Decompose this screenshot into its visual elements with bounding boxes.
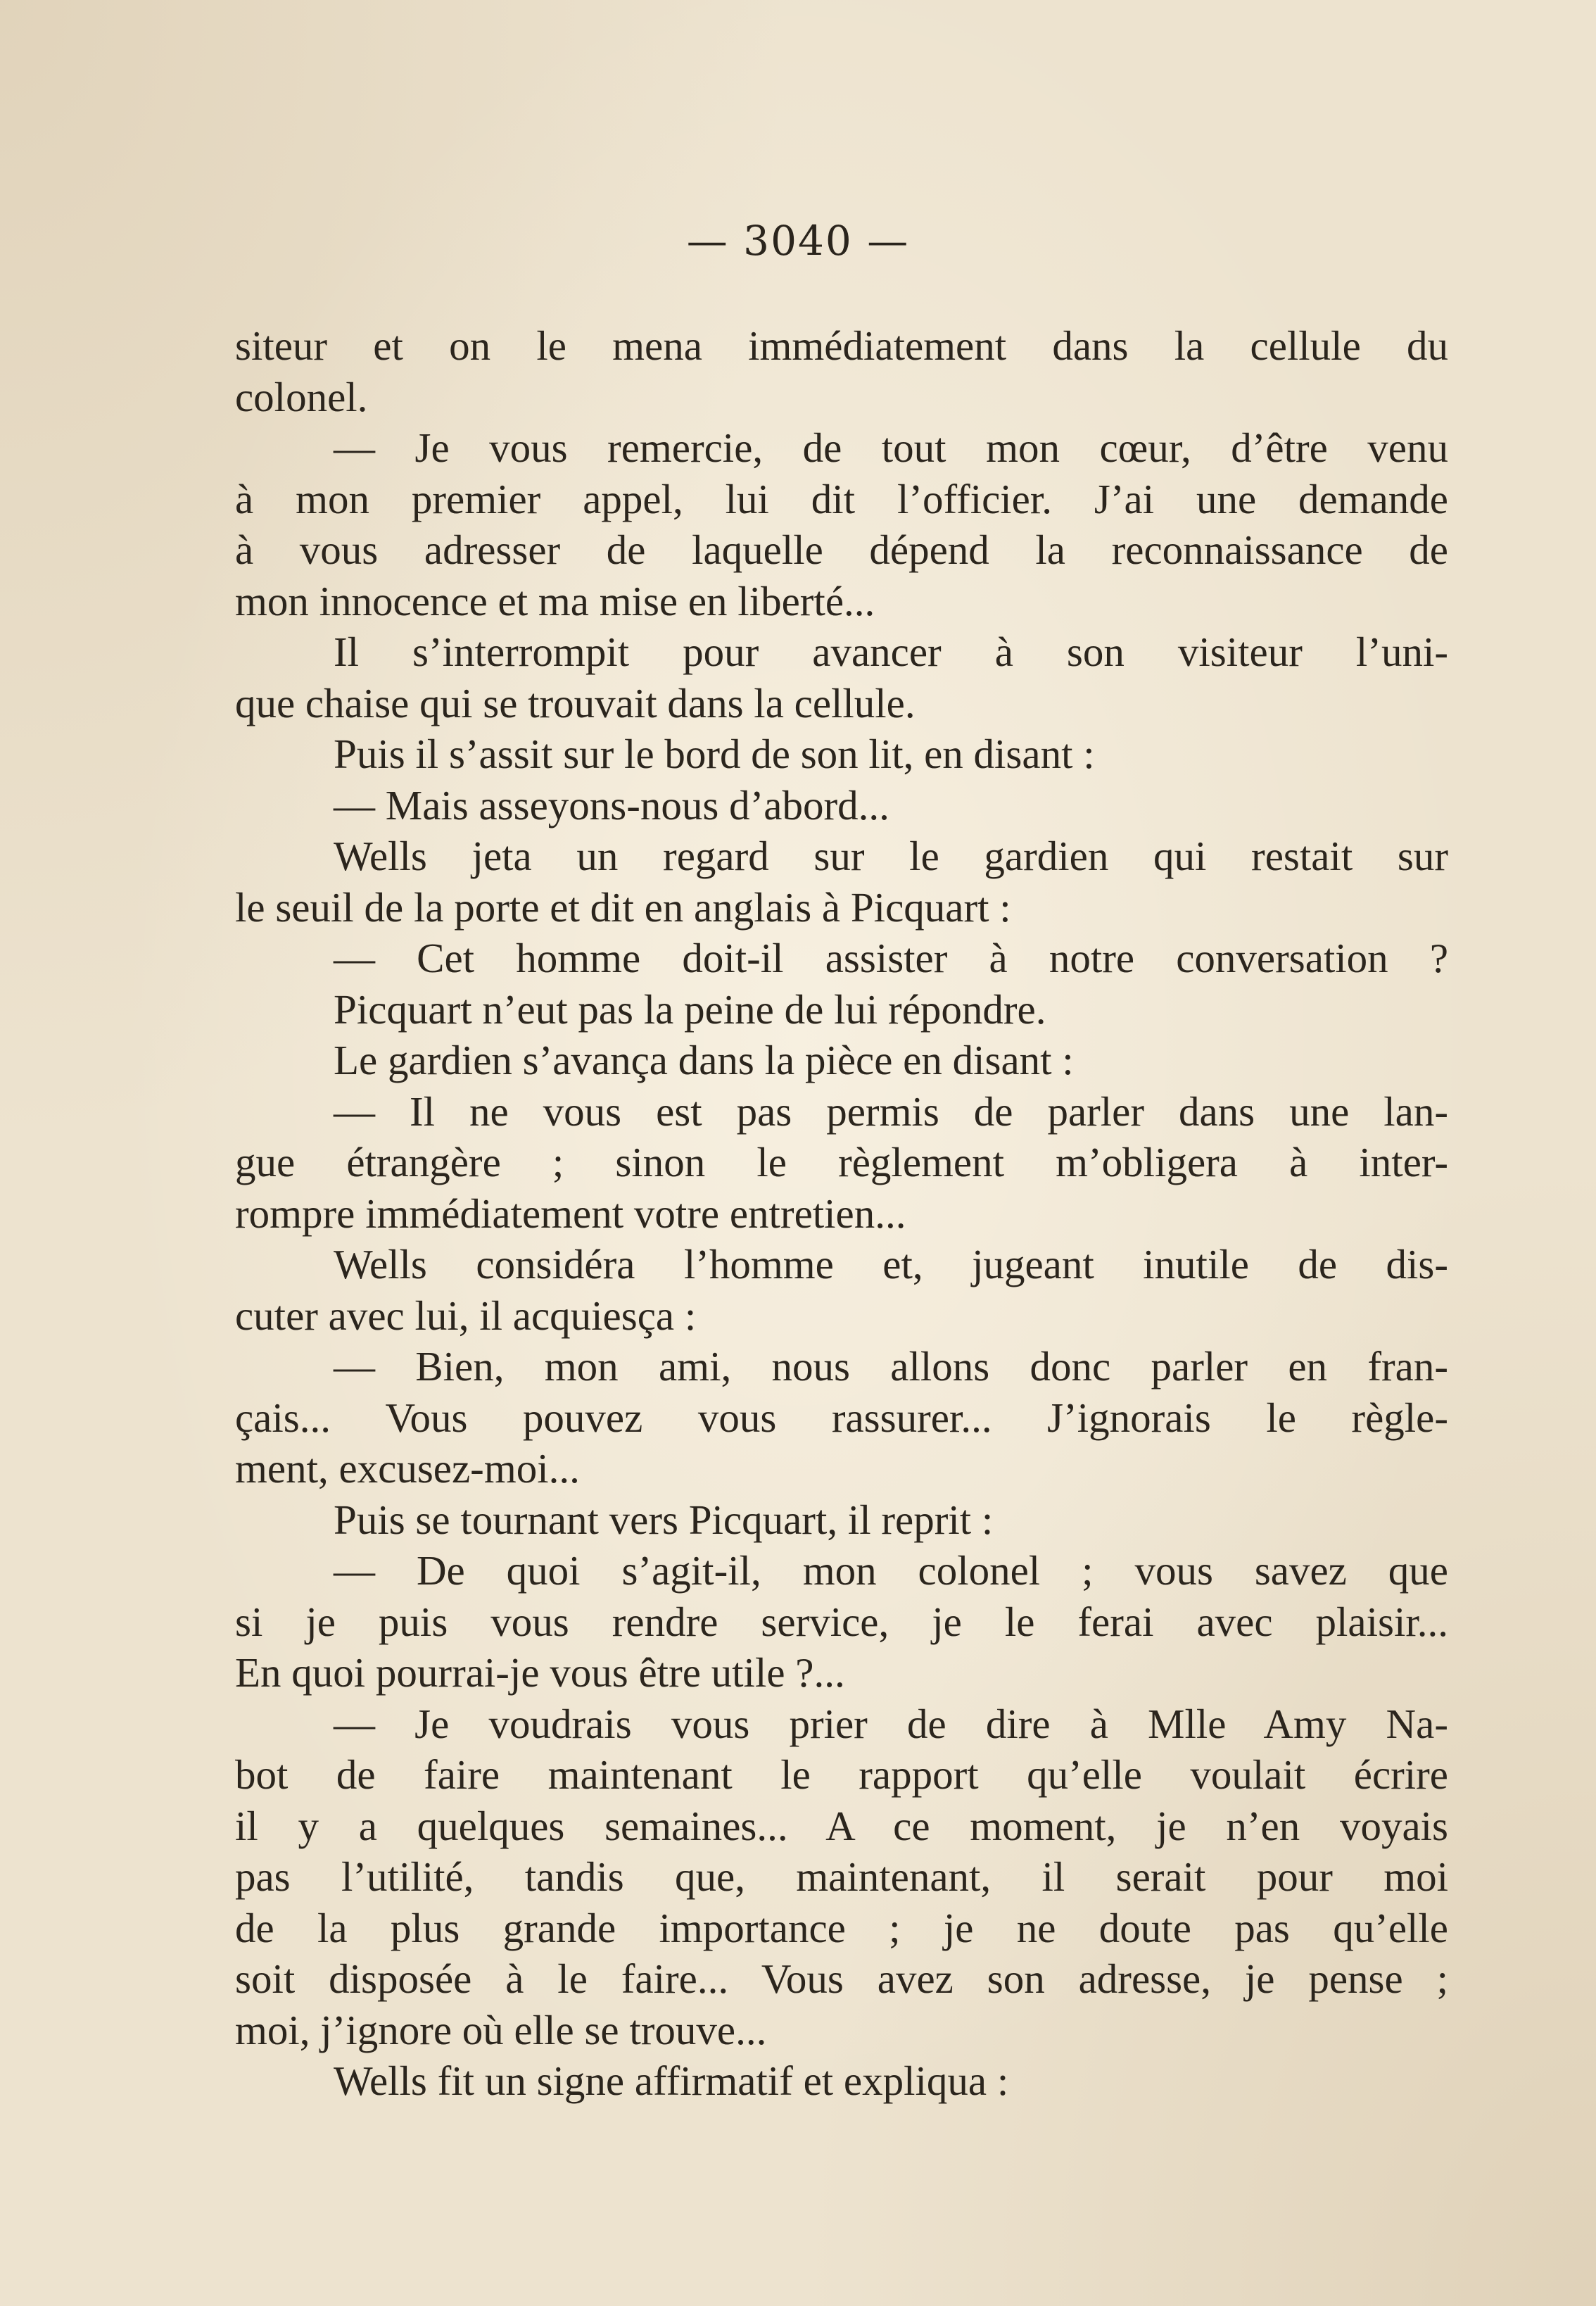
text-line: Wells considéra l’homme et, jugeant inutile de dis- — [334, 1241, 1448, 1287]
text-line: le seuil de la porte et dit en anglais à Picquart : — [235, 883, 1011, 931]
text-line: Puis il s’assit sur le bord de son lit, en disant : — [334, 731, 1095, 777]
text-line: bot de faire maintenant le rapport qu’elle voulait écrire — [235, 1751, 1448, 1798]
text-line: — Il ne vous est pas permis de parler dans une lan- — [334, 1088, 1448, 1135]
text-line: Wells jeta un regard sur le gardien qui restait sur — [334, 833, 1448, 879]
text-line: moi, j’ignore où elle se trouve... — [235, 2006, 767, 2053]
text-line: mon innocence et ma mise en liberté... — [235, 577, 875, 624]
text-line: si je puis vous rendre service, je le ferai avec plaisir... — [235, 1598, 1448, 1645]
text-line: Wells fit un signe affirmatif et expliqua : — [334, 2058, 1009, 2104]
text-line: En quoi pourrai-je vous être utile ?... — [235, 1649, 845, 1696]
text-line: gue étrangère ; sinon le règlement m’obligera à inter- — [235, 1139, 1448, 1185]
text-line: — De quoi s’agit-il, mon colonel ; vous savez que — [334, 1547, 1448, 1594]
page-number-header: — 3040 — — [686, 217, 910, 265]
text-line: de la plus grande importance ; je ne doute pas qu’elle — [235, 1904, 1448, 1951]
text-line: à vous adresser de laquelle dépend la reconnaissance de — [235, 527, 1448, 573]
text-line: colonel. — [235, 373, 368, 420]
text-line: soit disposée à le faire... Vous avez son adresse, je pense ; — [235, 1955, 1448, 2002]
text-line: cuter avec lui, il acquiesça : — [235, 1292, 697, 1339]
text-line: — Je vous remercie, de tout mon cœur, d’être venu — [334, 424, 1448, 471]
text-line: rompre immédiatement votre entretien... — [235, 1190, 906, 1237]
text-line: — Je voudrais vous prier de dire à Mlle Amy Na- — [334, 1700, 1448, 1747]
text-line: ment, excusez-moi... — [235, 1445, 580, 1492]
body-text — [235, 320, 1448, 2107]
text-line: Puis se tournant vers Picquart, il reprit : — [334, 1496, 994, 1543]
text-line: Il s’interrompit pour avancer à son visiteur l’uni- — [334, 629, 1448, 675]
text-line: à mon premier appel, lui dit l’officier. J’ai une demande — [235, 475, 1448, 522]
text-line: siteur et on le mena immédiatement dans la cellule du — [235, 322, 1448, 369]
text-line: çais... Vous pouvez vous rassurer... J’ignorais le règle- — [235, 1394, 1448, 1441]
text-line: pas l’utilité, tandis que, maintenant, il serait pour moi — [235, 1853, 1448, 1900]
text-line: — Mais asseyons-nous d’abord... — [334, 781, 889, 828]
text-line: que chaise qui se trouvait dans la cellule. — [235, 679, 916, 726]
text-line: il y a quelques semaines... A ce moment, je n’en voyais — [235, 1802, 1448, 1849]
text-line: Picquart n’eut pas la peine de lui répondre. — [334, 985, 1046, 1033]
text-line: — Bien, mon ami, nous allons donc parler en fran- — [334, 1343, 1448, 1390]
text-line: Le gardien s’avança dans la pièce en disant : — [334, 1037, 1074, 1083]
text-line: — Cet homme doit-il assister à notre conversation ? — [334, 935, 1448, 981]
